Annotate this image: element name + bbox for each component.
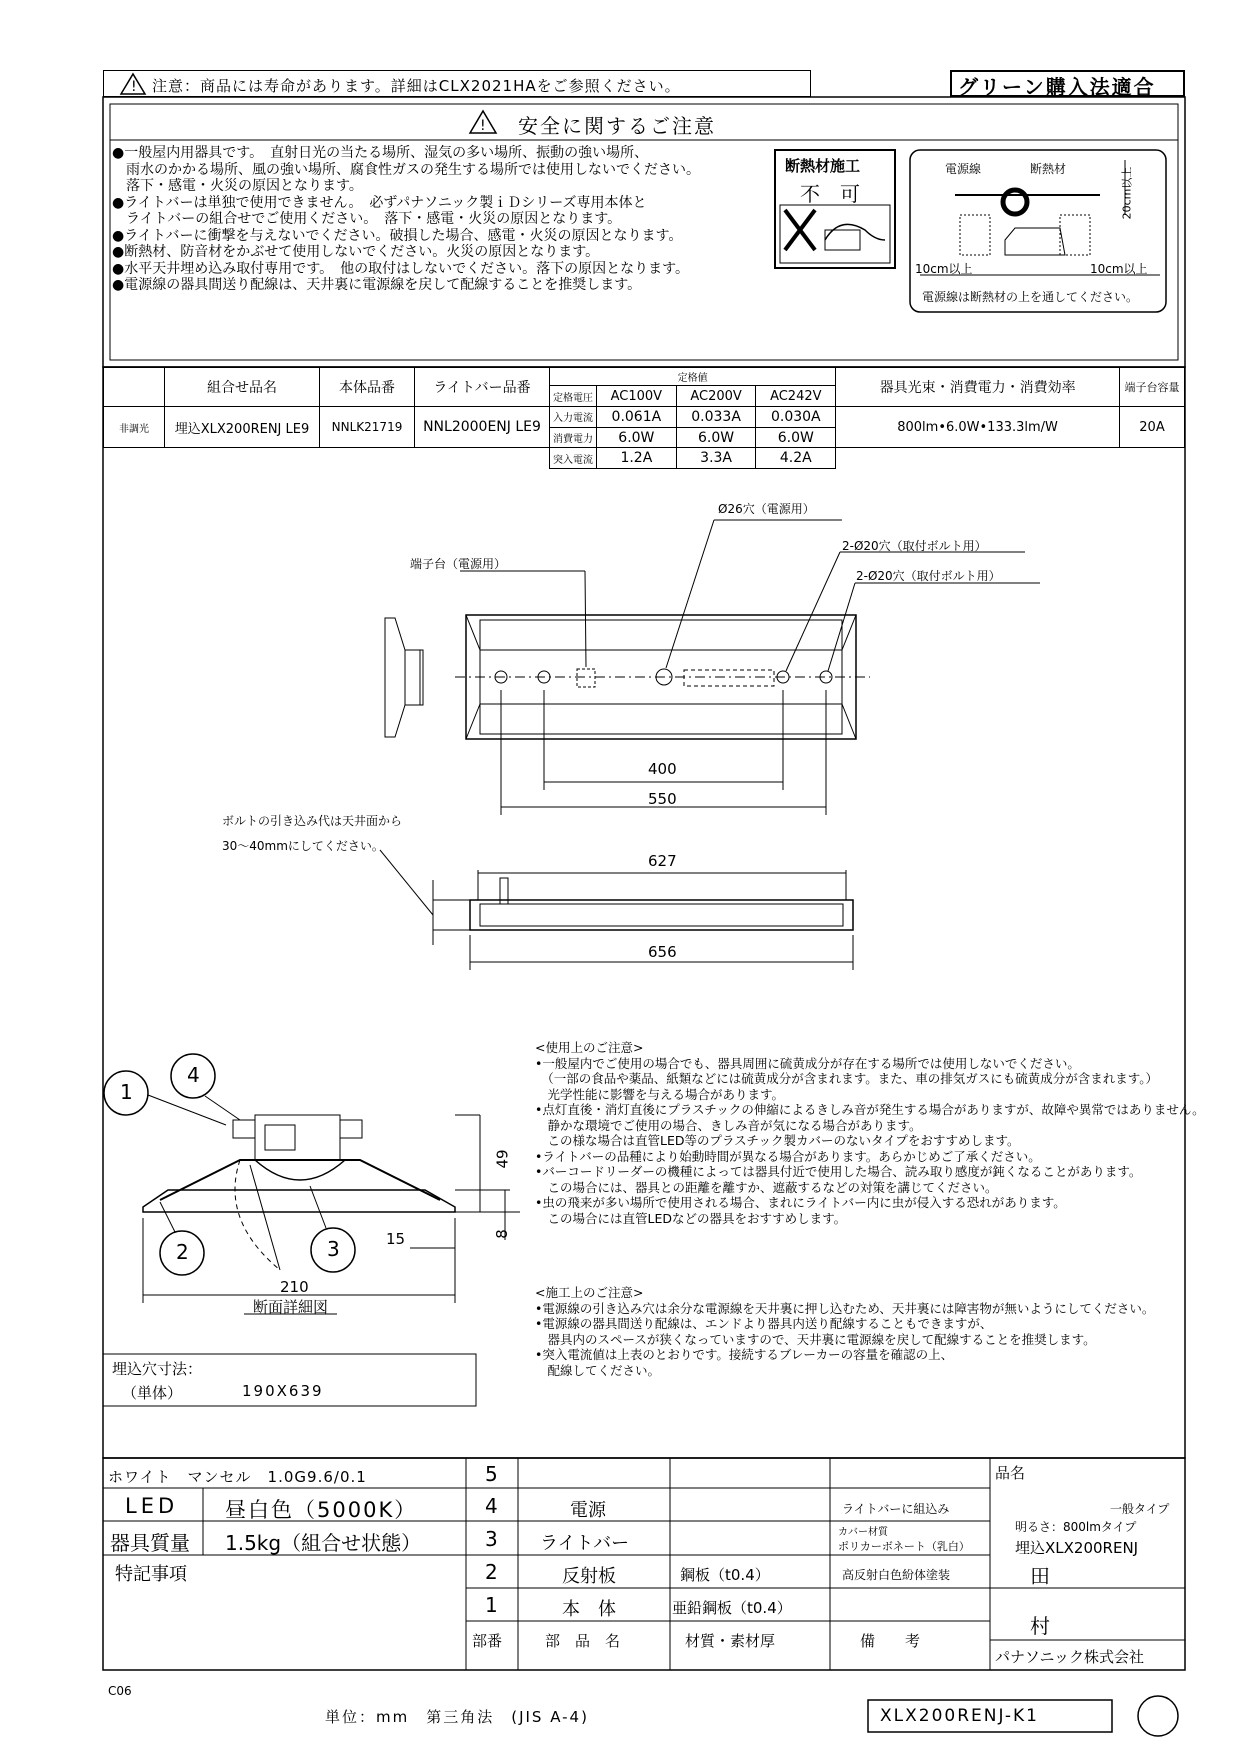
h-rating: 定格値 [550, 368, 836, 386]
sec-dim-49: 49 [493, 1149, 512, 1169]
usage-line: •ライトバーの品種により始動時間が異なる場合があります。あらかじめご了承ください。 [535, 1148, 1041, 1164]
h-current: 入力電流 [550, 407, 597, 428]
r-bar: NNL2000ENJ LE9 [415, 407, 550, 448]
signature-2: 村 [1030, 1614, 1050, 1638]
part-no-1: 1 [485, 1593, 498, 1617]
usage-line: この場合には直管LEDなどの器具をおすすめします。 [535, 1210, 847, 1226]
install-line: •電源線の器具間送り配線は、エンドより器具内送り配線することもできますが、 [535, 1316, 993, 1331]
part-no-5: 5 [485, 1462, 498, 1486]
spec-table [103, 367, 1185, 469]
mass-value: 1.5kg（組合せ状態） [225, 1531, 422, 1555]
header-remarks: 備 考 [860, 1632, 921, 1650]
safety-line: ●ライトバーに衝撃を与えないでください。破損した場合、感電・火災の原因となります。 [112, 227, 683, 244]
safety-warning-icon-mark: ! [480, 118, 486, 134]
install-line: <施工上のご注意> [535, 1285, 644, 1300]
product-type-2: 明るさ：800lmタイプ [1015, 1520, 1137, 1534]
caution-icon-mark: ! [131, 79, 137, 95]
safety-line: ●ライトバーは単独で使用できません。 必ずパナソニック製ｉＤシリーズ専用本体と [112, 194, 647, 211]
diagram-caption: 電源線は断熱材の上を通してください。 [922, 290, 1139, 304]
install-line: 配線してください。 [535, 1362, 661, 1378]
special-notes-label: 特記事項 [115, 1564, 187, 1585]
part-name-1: 本 体 [562, 1599, 616, 1620]
cutout-label: 埋込穴寸法： [112, 1360, 203, 1378]
c242: 0.030A [756, 407, 836, 428]
usage-line: 静かな環境でご使用の場合、きしみ音が気になる場合があります。 [535, 1117, 922, 1133]
remark-2: 高反射白色紛体塗装 [842, 1568, 951, 1582]
remark-4: ライトバーに組込み [842, 1502, 950, 1516]
part-name-4: 電源 [570, 1500, 606, 1521]
badge-sub: 不 可 [800, 182, 860, 206]
usage-line: •バーコードリーダーの機種によっては器具付近で使用した場合、読み取り感度が鈍くなることがあります。 [535, 1164, 1142, 1179]
bolt-note-1: ボルトの引き込み代は天井面から [222, 814, 403, 828]
paint-spec: ホワイト マンセル 1.0G9.6/0.1 [108, 1468, 367, 1486]
h-combo: 組合せ品名 [165, 368, 320, 407]
dim-656: 656 [648, 943, 677, 961]
header-material: 材質・素材厚 [685, 1632, 776, 1650]
r-flux: 800lm•6.0W•133.3lm/W [836, 407, 1120, 448]
part-name-3: ライトバー [540, 1533, 630, 1554]
h-term: 端子台容量 [1120, 368, 1185, 407]
usage-line: （一部の食品や薬品、紙類などには硫黄成分が含まれます。また、車の排気ガスにも硫黄成分が含まれます。） [535, 1071, 1159, 1086]
callout-1: 1 [120, 1080, 133, 1104]
h-body: 本体品番 [320, 368, 415, 407]
mass-label: 器具質量 [110, 1531, 190, 1555]
dim-627: 627 [648, 852, 677, 870]
p200: 6.0W [676, 427, 756, 448]
section-title: 断面詳細図 [253, 1298, 329, 1316]
h-voltage: 定格電圧 [550, 386, 597, 407]
signature-1: 田 [1030, 1564, 1050, 1588]
usage-line: •一般屋内でご使用の場合でも、器具周囲に硫黄成分が存在する場所では使用しないでください。 [535, 1055, 1080, 1071]
safety-line: ライトバーの組合せでご使用ください。 落下・感電・火災の原因となります。 [112, 211, 622, 227]
badge-title: 断熱材施工 [785, 157, 861, 175]
drawing-number: XLX200RENJ-K1 [880, 1706, 1039, 1726]
safety-line: ●一般屋内用器具です。 直射日光の当たる場所、湿気の多い場所、振動の強い場所、 [112, 145, 649, 161]
install-line: •電源線の引き込み穴は余分な電源線を天井裏に押し込むため、天井裏には障害物が無いようにしてください。 [535, 1300, 1155, 1316]
c200: 0.033A [676, 407, 756, 428]
hole20a-label: 2-Ø20穴（取付ボルト用） [842, 539, 987, 553]
p242: 6.0W [756, 427, 836, 448]
usage-notes [535, 1040, 1205, 1226]
part-no-3: 3 [485, 1527, 498, 1551]
r-combo: 埋込XLX200RENJ LE9 [165, 407, 320, 448]
led-value: 昼白色（5000K） [225, 1498, 418, 1522]
install-line: 器具内のスペースが狭くなっていますので、天井裏に電源線を戻して配線することを推奨します。 [535, 1331, 1096, 1347]
header-part-no: 部番 [472, 1632, 503, 1650]
usage-line: <使用上のご注意> [535, 1040, 644, 1055]
safety-title: 安全に関するご注意 [518, 114, 716, 138]
diagram-10cm-right: 10cm以上 [1090, 262, 1148, 276]
header-part-name: 部 品 名 [545, 1632, 621, 1650]
diagram-20cm-label: 20cm以上 [1120, 166, 1134, 220]
led-label: LED [125, 1494, 179, 1518]
part-name-2: 反射板 [562, 1566, 616, 1587]
terminal-label: 端子台（電源用） [410, 557, 507, 571]
diagram-power-label: 電源線 [945, 162, 982, 176]
dim-400: 400 [648, 760, 677, 778]
v200: AC200V [676, 386, 756, 407]
usage-line: この場合には、器具との距離を離すか、遮蔽するなどの対策を講じてください。 [535, 1179, 998, 1195]
safety-notes [112, 145, 700, 294]
dim-550: 550 [648, 790, 677, 808]
h-bar: ライトバー品番 [415, 368, 550, 407]
h-inrush: 突入電流 [550, 448, 597, 469]
safety-line: 落下・感電・火災の原因となります。 [112, 178, 363, 194]
material-2: 鋼板（t0.4） [680, 1566, 770, 1584]
material-1: 亜鉛鋼板（t0.4） [672, 1599, 792, 1617]
callout-4: 4 [187, 1063, 200, 1087]
v242: AC242V [756, 386, 836, 407]
safety-line: ●断熱材、防音材をかぶせて使用しないでください。火災の原因となります。 [112, 244, 600, 260]
remark-3a: カバー材質 [838, 1527, 888, 1538]
footer-code: C06 [108, 1684, 132, 1698]
cutout-value: 190X639 [242, 1382, 324, 1400]
part-no-2: 2 [485, 1560, 498, 1584]
title-label: 品名 [995, 1464, 1026, 1482]
product-model: 埋込XLX200RENJ [1015, 1539, 1139, 1557]
c100: 0.061A [597, 407, 677, 428]
safety-line: ●水平天井埋め込み取付専用です。 他の取付はしないでください。落下の原因となります。 [112, 260, 689, 277]
footer-unit: 単位：mm 第三角法 (JIS A-4) [325, 1708, 589, 1726]
caution-text: 注意：商品には寿命があります。詳細はCLX2021HAをご参照ください。 [152, 77, 681, 95]
hole20b-label: 2-Ø20穴（取付ボルト用） [856, 569, 1001, 583]
green-badge-label: グリーン購入法適合 [958, 75, 1156, 99]
r-type: 非調光 [104, 407, 165, 448]
install-line: •突入電流値は上表のとおりです。接続するブレーカーの容量を確認の上、 [535, 1347, 954, 1362]
part-no-4: 4 [485, 1494, 498, 1518]
p100: 6.0W [597, 427, 677, 448]
usage-line: この様な場合は直管LED等のプラスチック製カバーのないタイプをおすすめします。 [535, 1133, 1020, 1148]
company-name: パナソニック株式会社 [995, 1648, 1144, 1666]
h-power: 消費電力 [550, 427, 597, 448]
hole26-label: Ø26穴（電源用） [718, 502, 815, 516]
cutout-unit: （単体） [122, 1384, 183, 1402]
bolt-note-2: 30～40mmにしてください。 [222, 839, 384, 853]
r-body: NNLK21719 [320, 407, 415, 448]
remark-3b: ポリカーボネート（乳白） [838, 1540, 970, 1553]
safety-line: ●電源線の器具間送り配線は、天井裏に電源線を戻して配線することを推奨します。 [112, 277, 642, 293]
i242: 4.2A [756, 448, 836, 469]
r-term: 20A [1120, 407, 1185, 448]
product-type-1: 一般タイプ [1110, 1502, 1170, 1516]
sec-dim-210: 210 [280, 1278, 309, 1296]
sec-dim-8: 8 [492, 1229, 511, 1239]
callout-2: 2 [176, 1240, 189, 1264]
sec-dim-15: 15 [386, 1230, 406, 1248]
i200: 3.3A [676, 448, 756, 469]
safety-line: 雨水のかかる場所、風の強い場所、腐食性ガスの発生する場所では使用しないでください。 [112, 161, 700, 178]
v100: AC100V [597, 386, 677, 407]
install-notes [535, 1285, 1154, 1378]
i100: 1.2A [597, 448, 677, 469]
h-flux: 器具光束・消費電力・消費効率 [836, 368, 1120, 407]
usage-line: •虫の飛来が多い場所で使用される場合、まれにライトバー内に虫が侵入する恐れがあります。 [535, 1195, 1066, 1210]
diagram-10cm-left: 10cm以上 [915, 262, 973, 276]
usage-line: •点灯直後・消灯直後にプラスチックの伸縮によるきしみ音が発生する場合がありますが、故障や異常ではありません。 [535, 1102, 1205, 1117]
usage-line: 光学性能に影響を与える場合があります。 [535, 1086, 785, 1102]
diagram-insulation-label: 断熱材 [1030, 162, 1067, 176]
callout-3: 3 [327, 1237, 340, 1261]
